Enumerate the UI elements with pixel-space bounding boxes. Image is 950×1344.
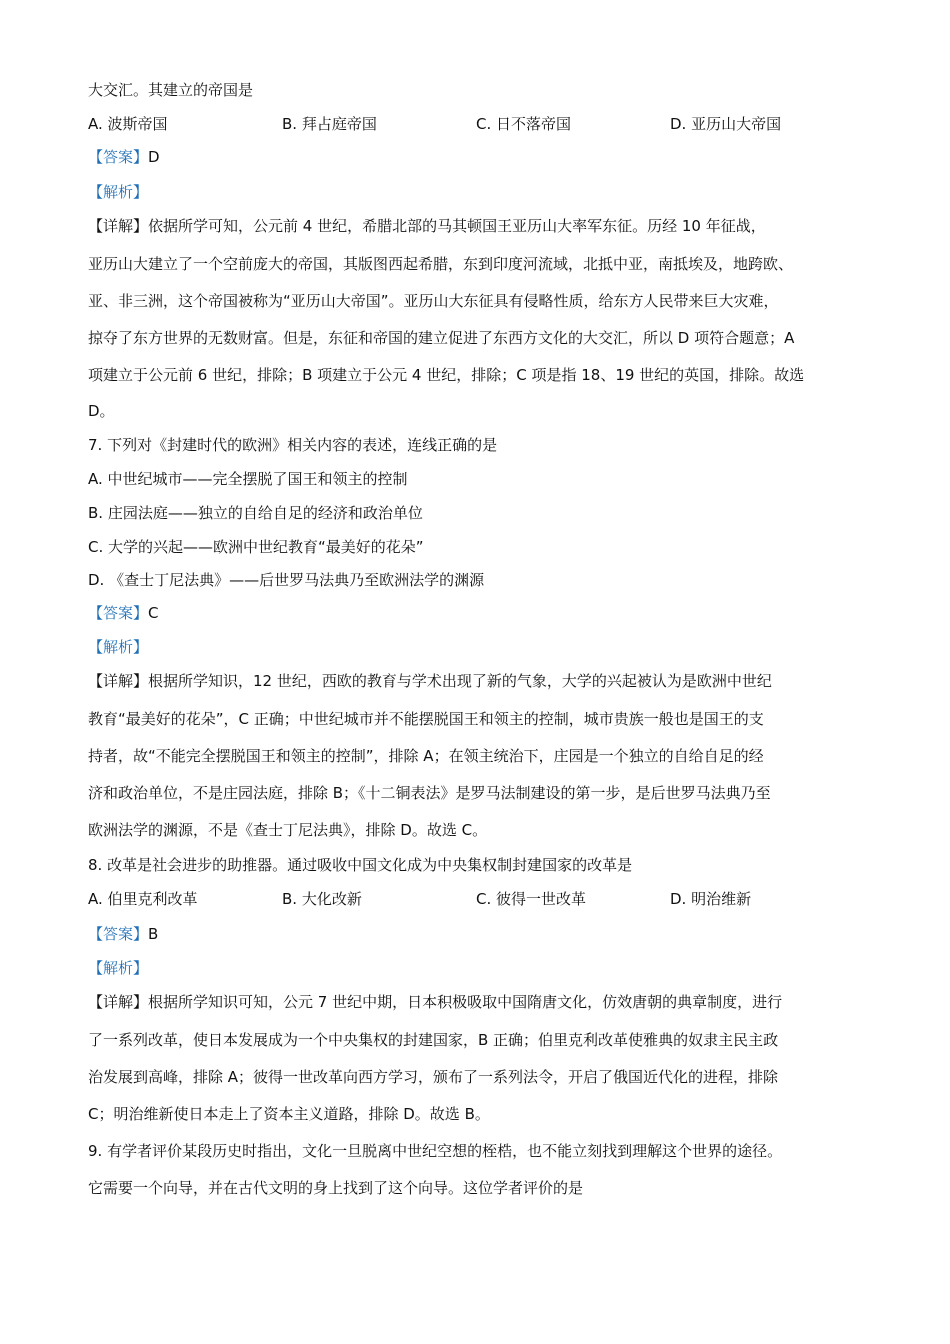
detail-tag: 【详解】 — [88, 993, 149, 1011]
answer-value: D — [148, 148, 160, 166]
answer-tag: 【答案】 — [88, 148, 149, 166]
q7-answer — [88, 603, 890, 623]
q7-stem: 7. 下列对《封建时代的欧洲》相关内容的表述，连线正确的是 — [88, 436, 498, 454]
q8-analysis-tag: 【解析】 — [88, 959, 149, 977]
q8-option-a: A. 伯里克利改革 — [88, 890, 198, 908]
q6-detail-line-5: 项建立于公元前 6 世纪，排除；B 项建立于公元 4 世纪，排除；C 项是指 18、19 世纪的英国，排除。故选 — [88, 366, 805, 384]
q6-detail-line-3: 亚、非三洲，这个帝国被称为“亚历山大帝国”。亚历山大东征具有侵略性质，给东方人民带来巨大灾难， — [88, 292, 779, 310]
q8-option-c: C. 彼得一世改革 — [476, 890, 587, 908]
detail-text: 依据所学可知，公元前 4 世纪，希腊北部的马其顿国王亚历山大率军东征。历经 10 年征战， — [148, 217, 766, 235]
q6-option-b: B. 拜占庭帝国 — [282, 115, 377, 133]
q6-detail-line-4: 掠夺了东方世界的无数财富。但是，东征和帝国的建立促进了东西方文化的大交汇，所以 D 项符合题意；A — [88, 329, 795, 347]
q7-detail-line-2: 教育“最美好的花朵”，C 正确；中世纪城市并不能摆脱国王和领主的控制，城市贵族一般也是国王的支 — [88, 710, 764, 728]
q8-detail-line-1 — [88, 992, 890, 1012]
detail-text: 根据所学知识，12 世纪，西欧的教育与学术出现了新的气象，大学的兴起被认为是欧洲中世纪 — [148, 672, 772, 690]
q6-detail-line-1 — [88, 216, 890, 236]
answer-tag: 【答案】 — [88, 925, 149, 943]
q6-option-c: C. 日不落帝国 — [476, 115, 572, 133]
q7-detail-line-4: 济和政治单位，不是庄园法庭，排除 B；《十二铜表法》是罗马法制建设的第一步，是后世罗马法典乃至 — [88, 784, 771, 802]
answer-tag: 【答案】 — [88, 604, 149, 622]
answer-value: B — [148, 925, 159, 943]
q7-detail-line-3: 持者，故“不能完全摆脱国王和领主的控制”，排除 A；在领主统治下，庄园是一个独立的自给自足的经 — [88, 747, 764, 765]
q8-option-b: B. 大化改新 — [282, 890, 362, 908]
q8-option-d: D. 明治维新 — [670, 890, 752, 908]
q9-stem-line-2: 它需要一个向导，并在古代文明的身上找到了这个向导。这位学者评价的是 — [88, 1179, 584, 1197]
q6-option-d: D. 亚历山大帝国 — [670, 115, 782, 133]
answer-value: C — [148, 604, 159, 622]
detail-tag: 【详解】 — [88, 672, 149, 690]
q7-option-d: D. 《查士丁尼法典》——后世罗马法典乃至欧洲法学的渊源 — [88, 571, 485, 589]
q6-option-a: A. 波斯帝国 — [88, 115, 168, 133]
q6-analysis-tag: 【解析】 — [88, 183, 149, 201]
q8-answer — [88, 924, 890, 944]
q7-option-b: B. 庄园法庭——独立的自给自足的经济和政治单位 — [88, 504, 423, 522]
q7-analysis-tag: 【解析】 — [88, 638, 149, 656]
q8-stem: 8. 改革是社会进步的助推器。通过吸收中国文化成为中央集权制封建国家的改革是 — [88, 856, 633, 874]
q6-stem-tail: 大交汇。其建立的帝国是 — [88, 81, 254, 99]
q7-detail-line-1 — [88, 671, 890, 691]
detail-text: 根据所学知识可知，公元 7 世纪中期，日本积极吸取中国隋唐文化，仿效唐朝的典章制度，进行 — [148, 993, 783, 1011]
q8-detail-line-2: 了一系列改革，使日本发展成为一个中央集权的封建国家，B 正确；伯里克利改革使雅典的奴隶主民主政 — [88, 1031, 779, 1049]
q7-detail-line-5: 欧洲法学的渊源，不是《查士丁尼法典》，排除 D。故选 C。 — [88, 821, 488, 839]
q6-detail-line-2: 亚历山大建立了一个空前庞大的帝国，其版图西起希腊，东到印度河流域，北抵中亚，南抵埃及，地跨欧、 — [88, 255, 794, 273]
q7-option-a: A. 中世纪城市——完全摆脱了国王和领主的控制 — [88, 470, 408, 488]
detail-tag: 【详解】 — [88, 217, 149, 235]
q7-option-c: C. 大学的兴起——欧洲中世纪教育“最美好的花朵” — [88, 538, 424, 556]
q6-detail-line-6: D。 — [88, 402, 115, 420]
q9-stem-line-1: 9. 有学者评价某段历史时指出，文化一旦脱离中世纪空想的桎梏，也不能立刻找到理解这个世界的途径。 — [88, 1142, 783, 1160]
q6-answer — [88, 147, 890, 167]
q8-detail-line-4: C；明治维新使日本走上了资本主义道路，排除 D。故选 B。 — [88, 1105, 490, 1123]
q8-detail-line-3: 治发展到高峰，排除 A；彼得一世改革向西方学习，颁布了一系列法令，开启了俄国近代化的进程，排除 — [88, 1068, 779, 1086]
